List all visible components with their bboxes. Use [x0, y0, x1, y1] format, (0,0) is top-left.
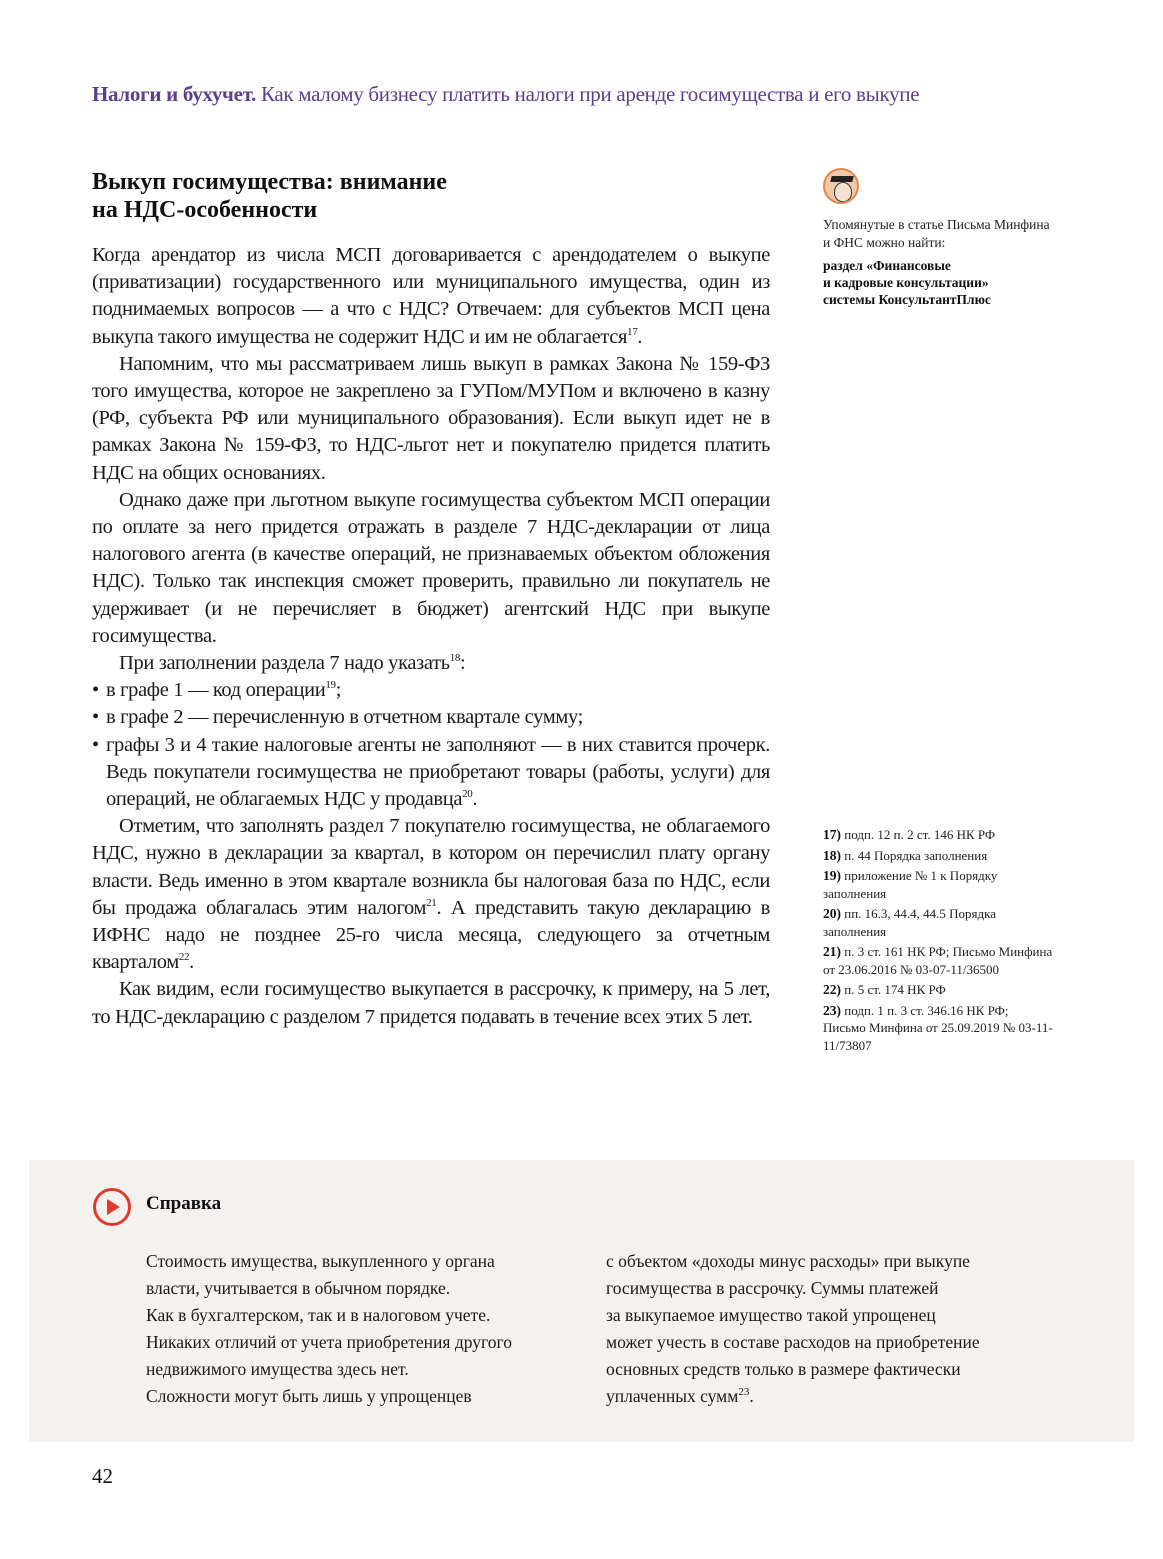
footnote-ref[interactable]: 20 — [462, 788, 473, 801]
reference-box-title: Справка — [146, 1193, 222, 1214]
list-item: • в графе 2 — перечисленную в отчетном квартале сумму; — [92, 704, 770, 731]
footnote: 17) подп. 12 п. 2 ст. 146 НК РФ — [823, 827, 996, 842]
paragraph-6: Как видим, если госимущество выкупается в рассрочку, к примеру, на 5 лет, то НДС-декларацию с разделом 7 придется подавать в течение всех этих 5 лет. — [92, 978, 770, 1028]
footnote-ref[interactable]: 18 — [449, 652, 461, 665]
footnote-ref[interactable]: 21 — [426, 897, 437, 910]
paragraph-1: Когда арендатор из числа МСП договаривается с арендодателем о выкупе (приватизации) государственного или муниципального имущества, один из поднимаемых вопросов — а что с НДС? Отвечаем: для субъектов МСП цена выкупа такого имущества не содержит НДС и им не облагается$^{17}$. — [92, 244, 770, 348]
reference-box-column-left: Стоимость имущества, выкупленного у органа власти, учитывается в обычном порядке. Как в бухгалтерском, так и в налоговом учете. Никаких отличий от учета приобретения другого недвижимого имущества здесь нет. Сложности могут быть лишь у упрощенцев — [146, 1251, 512, 1406]
running-header — [92, 82, 919, 107]
reference-box-column-right: с объектом «доходы минус расходы» при выкупе госимущества в рассрочку. Суммы платежей за выкупаемое имущество такой упрощенец может учесть в составе расходов на приобретение основных средств только в размере фактически уплаченных сумм$^{23}$. — [606, 1251, 980, 1406]
footnote: 21) п. 3 ст. 161 НК РФ; Письмо Минфина от 23.06.2016 № 03-07-11/36500 — [823, 944, 1053, 977]
article-body — [92, 168, 770, 1031]
footnote: 22) п. 5 ст. 174 НК РФ — [823, 982, 946, 997]
reference-box — [29, 1160, 1134, 1442]
list-item: • графы 3 и 4 такие налоговые агенты не заполняют — в них ставится прочерк. Ведь покупатели госимущества не приобретают товары (работы, услуги) для операций, не облагаемых НДС у продавца$^{20}$. — [92, 732, 770, 814]
footnote: 23) подп. 1 п. 3 ст. 346.16 НК РФ; Письмо Минфина от 25.09.2019 № 03-11-11/73807 — [823, 1002, 1053, 1053]
footnotes — [823, 826, 1053, 1057]
footnote-ref[interactable]: 22 — [178, 951, 190, 964]
paragraph-5: Отметим, что заполнять раздел 7 покупателю госимущества, не облагаемого НДС, нужно в декларации за квартал, в котором он перечислил плату органу власти. Ведь именно в этом квартале возникла бы налоговая база по НДС, если бы продажа облагалась этим налогом$^{21}$. А представить такую декларацию в ИФНС надо не позднее 25-го числа месяца, следующего за отчетным кварталом$^{22}$. — [92, 815, 770, 974]
footnote-ref[interactable]: 17 — [627, 325, 638, 338]
paragraph-4: При заполнении раздела 7 надо указать$^{18}$: — [119, 652, 466, 675]
paragraph-3: Однако даже при льготном выкупе госимущества субъектом МСП операции по оплате за него придется отражать в разделе 7 НДС-декларации от лица налогового агента (в качестве операций, не признаваемых объектом обложения НДС). Только так инспекция сможет проверить, правильно ли покупатель не удерживает (и не перечисляет в бюджет) агентский НДС при выкупе госимущества. — [92, 488, 770, 647]
list-item: • в графе 1 — код операции$^{19}$; — [92, 677, 770, 704]
article-title: Выкуп госимущества: внимание на НДС-особенности — [92, 169, 447, 223]
footnote: 19) приложение № 1 к Порядку заполнения — [823, 868, 998, 901]
sidebar-note-source: раздел «Финансовые и кадровые консультации» системы КонсультантПлюс — [823, 258, 991, 307]
footnote: 20) пп. 16.3, 44.4, 44.5 Порядка заполнения — [823, 906, 997, 939]
article-running-title: Как малому бизнесу платить налоги при аренде госимущества и его выкупе — [260, 82, 920, 106]
play-circle-icon — [92, 1187, 132, 1227]
footnote: 18) п. 44 Порядка заполнения — [823, 847, 988, 863]
sidebar-note-text: Упомянутые в статье Письма Минфина и ФНС можно найти: — [823, 217, 1050, 250]
paragraph-2: Напомним, что мы рассматриваем лишь выкуп в рамках Закона № 159-ФЗ того имущества, которое не закреплено за ГУПом/МУПом и включено в казну (РФ, субъекта РФ или муниципального образования). Если выкуп идет не в рамках Закона № 159-ФЗ, то НДС-льгот нет и покупателю придется платить НДС на общих основаниях. — [92, 352, 770, 484]
expert-avatar-icon — [823, 168, 859, 204]
section-name: Налоги и бухучет. — [92, 82, 256, 106]
bullet-list — [92, 677, 770, 813]
sidebar-note — [823, 168, 1053, 308]
page-number: 42 — [92, 1464, 113, 1488]
footnote-ref[interactable]: 19 — [325, 679, 336, 692]
footnote-ref[interactable]: 23 — [738, 1386, 750, 1399]
